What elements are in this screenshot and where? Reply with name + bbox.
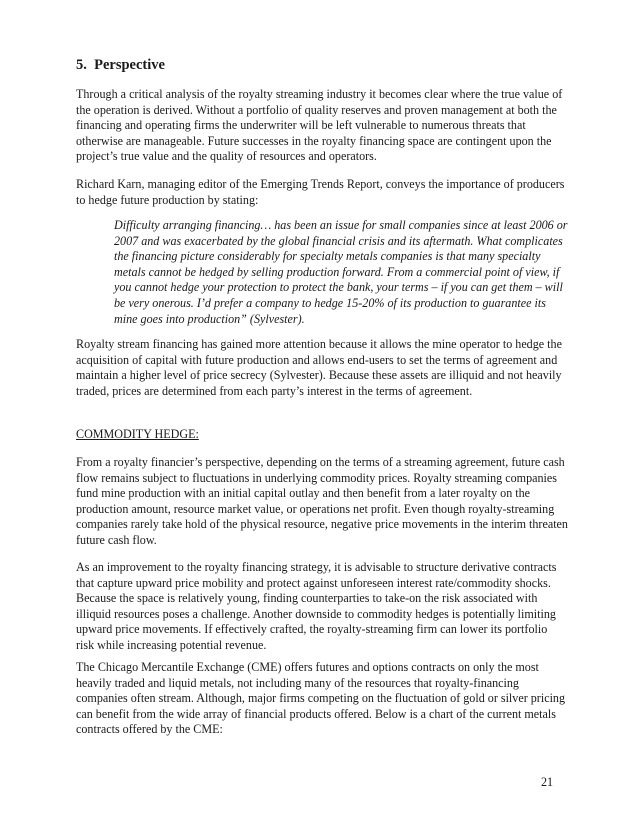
financier-paragraph: From a royalty financier’s perspective, depending on the terms of a streaming agreement, future cash flow remains subject to fluctuations in underlying commodity prices. Royalty streaming companies fund mine production with an initial capital outlay and then benefit from a later royalty on the production amount, resource market value, or operations net profit. Even though royalty-streaming companies rarely take hold of the physical resource, negative price movements in the interim threaten future cash flow. — [76, 455, 568, 547]
improvement-paragraph: As an improvement to the royalty financing strategy, it is advisable to structure derivative contracts that capture upward price mobility and protect against unforeseen interest rate/commodity shocks. Because the space is relatively young, finding counterparties to take-on the risk associated with illiquid resources poses a challenge. Another downside to commodity hedges is potentially limiting upward price movements. If effectively crafted, the royalty-streaming firm can lower its portfolio risk while increasing potential revenue. — [76, 560, 557, 652]
section-title: Perspective — [94, 57, 165, 73]
section-heading — [76, 57, 165, 74]
cme-paragraph: The Chicago Mercantile Exchange (CME) offers futures and options contracts on only the most heavily traded and liquid metals, not including many of the resources that royalty-financing companies often stream. Although, major firms competing on the fluctuation of gold or silver pricing can benefit from the wide array of financial products offered. Below is a chart of the current metals contracts offered by the CME: — [76, 660, 566, 737]
intro-paragraph: Through a critical analysis of the royalty streaming industry it becomes clear where the true value of the operation is derived. Without a portfolio of quality reserves and proven management at both the financing and operating firms the underwriter will be left vulnerable to numerous threats that otherwise are manageable. Future successes in the royalty financing space are contingent upon the project’s true value and the quality of resources and operators. — [76, 87, 563, 164]
page-number: 21 — [541, 775, 554, 789]
section-number: 5. — [76, 57, 87, 73]
commodity-hedge-heading: COMMODITY HEDGE: — [76, 427, 199, 441]
block-quote: Difficulty arranging financing… has been an issue for small companies since at least 2006 or 2007 and was exacerbated by the global financial crisis and its aftermath. What complicates the financing picture considerably for specialty metals companies is that many specialty metals cannot be hedged by selling production forward. From a commercial point of view, if you cannot hedge your protection to protect the bank, your terms – if you can get them – will be very onerous. I’d prefer a company to hedge 15-20% of its production to guarantee its mine goes into production” (Sylvester). — [114, 218, 568, 326]
royalty-stream-paragraph: Royalty stream financing has gained more attention because it allows the mine operator to hedge the acquisition of capital with future production and allows end-users to set the terms of agreement and maintain a higher level of price secrecy (Sylvester). Because these assets are illiquid and not heavily traded, prices are determined from each party’s interest in the terms of agreement. — [76, 337, 562, 398]
karn-paragraph: Richard Karn, managing editor of the Emerging Trends Report, conveys the importance of producers to hedge future production by stating: — [76, 177, 565, 207]
